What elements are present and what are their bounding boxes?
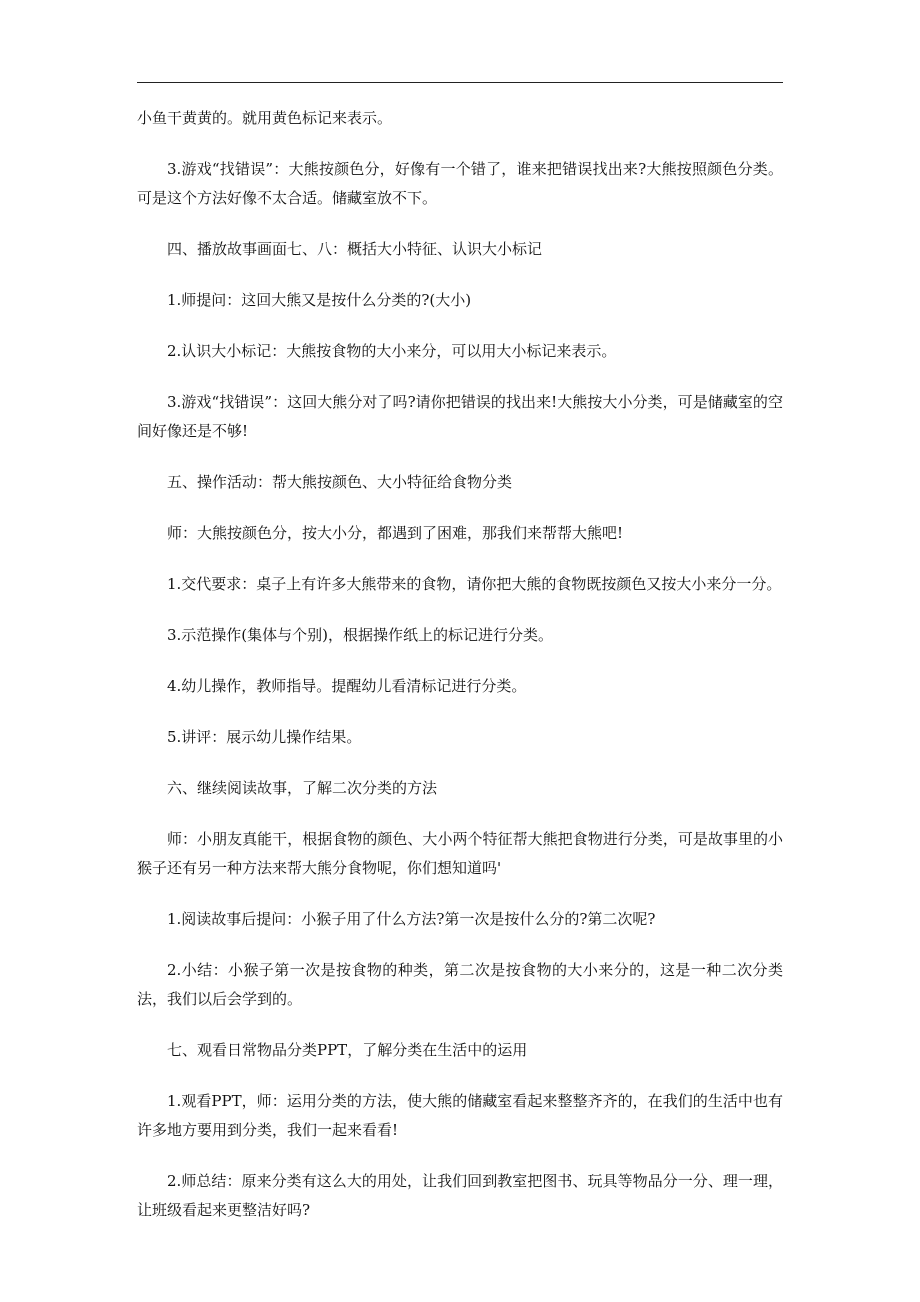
section-heading-4: 四、播放故事画面七、八：概括大小特征、认识大小标记 — [167, 240, 543, 258]
paragraph-size-marks: 2.认识大小标记：大熊按食物的大小来分，可以用大小标记来表示。 — [167, 342, 617, 360]
document-body — [137, 104, 783, 1247]
section-heading-5: 五、操作活动：帮大熊按颜色、大小特征给食物分类 — [167, 473, 513, 491]
section-heading-6: 六、继续阅读故事，了解二次分类的方法 — [167, 779, 438, 797]
paragraph-summary: 2.小结：小猴子第一次是按食物的种类，第二次是按食物的大小来分的，这是一种二次分类法，我们以后会学到的。 — [137, 961, 783, 1008]
section-heading-7: 七、观看日常物品分类PPT，了解分类在生活中的运用 — [167, 1041, 528, 1059]
paragraph-teacher-intro: 师：大熊按颜色分，按大小分，都遇到了困难，那我们来帮帮大熊吧! — [167, 524, 624, 542]
paragraph-review: 5.讲评：展示幼儿操作结果。 — [167, 728, 362, 746]
paragraph-continuation: 小鱼干黄黄的。就用黄色标记来表示。 — [137, 109, 393, 127]
paragraph-game-find-errors-size: 3.游戏“找错误”：这回大熊分对了吗?请你把错误的找出来!大熊按大小分类，可是储藏室的空间好像还是不够! — [137, 393, 783, 440]
paragraph-demo: 3.示范操作(集体与个别)，根据操作纸上的标记进行分类。 — [167, 626, 554, 644]
paragraph-children-operate: 4.幼儿操作，教师指导。提醒幼儿看清标记进行分类。 — [167, 677, 527, 695]
paragraph-watch-ppt: 1.观看PPT，师：运用分类的方法，使大熊的储藏室看起来整整齐齐的，在我们的生活中也有许多地方要用到分类，我们一起来看看! — [137, 1092, 783, 1139]
paragraph-reading-questions: 1.阅读故事后提问：小猴子用了什么方法?第一次是按什么分的?第二次呢? — [167, 910, 656, 928]
paragraph-teacher-conclusion: 2.师总结：原来分类有这么大的用处，让我们回到教室把图书、玩具等物品分一分、理一理，让班级看起来更整洁好吗? — [137, 1172, 783, 1219]
paragraph-teacher-praise: 师：小朋友真能干，根据食物的颜色、大小两个特征帮大熊把食物进行分类，可是故事里的小猴子还有另一种方法来帮大熊分食物呢，你们想知道吗' — [137, 830, 783, 877]
paragraph-game-find-errors-color: 3.游戏“找错误”：大熊按颜色分，好像有一个错了，谁来把错误找出来?大熊按照颜色分类。可是这个方法好像不太合适。储藏室放不下。 — [137, 160, 783, 207]
header-rule — [137, 82, 783, 83]
paragraph-requirements: 1.交代要求：桌子上有许多大熊带来的食物，请你把大熊的食物既按颜色又按大小来分一分。 — [167, 575, 782, 593]
paragraph-teacher-question: 1.师提问：这回大熊又是按什么分类的?(大小) — [167, 291, 472, 309]
